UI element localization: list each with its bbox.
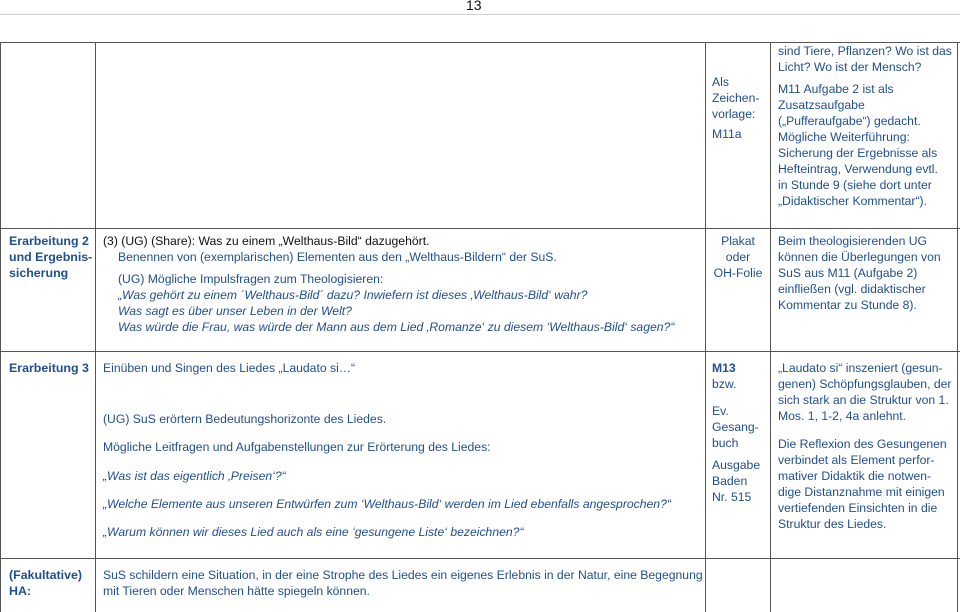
content-line: (3) (UG) (Share): Was zu einem „Welthaus-Bild“ dazugehört. [103, 234, 430, 248]
material-text: Zeichen- [712, 91, 760, 105]
content-line: Benennen von (exemplarischen) Elementen aus den „Welthaus-Bildern“ der SuS. [118, 250, 557, 264]
material-text: bzw. [712, 377, 737, 391]
notes-cell-erarbeitung3 [778, 360, 956, 532]
material-text: vorlage: [712, 107, 756, 121]
phase-label-erarbeitung2 [2, 233, 93, 281]
notes-line: „Didaktischer Kommentar“). [778, 194, 927, 208]
phase-text: und Ergebnis- [9, 250, 93, 264]
phase-label-homework [9, 567, 95, 599]
notes-line: genen) Schöpfungsglauben, der [778, 377, 952, 391]
material-text: Baden [712, 474, 748, 488]
material-text: M11a [712, 127, 742, 141]
material-text: M13 [712, 361, 736, 375]
material-text: Ausgabe [712, 458, 761, 472]
notes-line: Licht? Wo ist der Mensch? [778, 60, 922, 74]
content-line: Was würde die Frau, was würde der Mann aus dem Lied ‚Romanze‘ zu diesem ‘Welthaus-Bild‘ sagen?“ [118, 320, 675, 334]
notes-line: („Pufferaufgabe“) gedacht. [778, 114, 921, 128]
notes-line: mativer Didaktik die notwen- [778, 469, 932, 483]
content-line: „Was gehört zu einem ´Welthaus-Bild´ dazu? Inwiefern ist dieses ‚Welthaus-Bild‘ wahr? [118, 288, 588, 302]
notes-line: sind Tiere, Pflanzen? Wo ist das [778, 44, 952, 58]
phase-label-erarbeitung3 [9, 360, 95, 376]
content-cell-erarbeitung3 [103, 360, 703, 540]
phase-text: HA: [9, 584, 32, 598]
notes-line: „Laudato si“ inszeniert (gesun- [778, 361, 943, 375]
notes-cell-erarbeitung2 [778, 233, 956, 313]
table-border-left [0, 42, 1, 612]
material-text: Nr. 515 [712, 490, 752, 504]
material-text: Gesang- [712, 420, 759, 434]
notes-line: SuS aus M11 (Aufgabe 2) [778, 266, 918, 280]
content-line: mit Tieren oder Menschen hätte spiegeln können. [103, 584, 370, 598]
notes-line: Beim theologisierenden UG [778, 234, 928, 248]
column-divider [705, 42, 706, 612]
material-text: OH-Folie [713, 266, 763, 280]
notes-line: in Stunde 9 (siehe dort unter [778, 178, 932, 192]
notes-line: Mögliche Weiterführung: [778, 130, 910, 144]
content-line: (UG) SuS erörtern Bedeutungshorizonte des Liedes. [103, 412, 387, 426]
notes-line: einfließen (vgl. didaktischer [778, 282, 926, 296]
content-line: Mögliche Leitfragen und Aufgabenstellungen zur Erörterung des Liedes: [103, 440, 491, 454]
material-text: Plakat [721, 234, 755, 248]
content-line: Was sagt es über unser Leben in der Welt? [118, 304, 352, 318]
phase-text: (Fakultative) [9, 568, 82, 582]
content-line: „Warum können wir dieses Lied auch als eine ‘gesungene Liste‘ bezeichnen?“ [103, 525, 524, 539]
material-text: buch [712, 436, 739, 450]
phase-text: sicherung [9, 266, 69, 280]
notes-line: Mos. 1, 1-2, 4a anlehnt. [778, 409, 907, 423]
row-divider [0, 558, 960, 559]
notes-line: sich stark an die Struktur von 1. [778, 393, 949, 407]
lesson-plan-table [0, 42, 960, 612]
material-text: Als [712, 75, 729, 89]
notes-line: verbindet als Element perfor- [778, 453, 935, 467]
notes-line: M11 Aufgabe 2 ist als [778, 82, 894, 96]
content-line: „Was ist das eigentlich ‚Preisen‘?“ [103, 469, 286, 483]
phase-text: Erarbeitung 3 [9, 361, 89, 375]
content-line: Einüben und Singen des Liedes „Laudato si…“ [103, 361, 356, 375]
material-text: Ev. [712, 404, 729, 418]
material-cell-m11a [712, 74, 770, 142]
content-line: (UG) Mögliche Impulsfragen zum Theologisieren: [118, 272, 384, 286]
content-line: „Welche Elemente aus unseren Entwürfen zum ‘Welthaus-Bild‘ werden im Lied ebenfalls angesprochen?“ [103, 497, 671, 511]
phase-text: Erarbeitung 2 [9, 234, 89, 248]
header-rule [0, 14, 960, 15]
notes-line: dige Distanznahme mit einigen [778, 485, 945, 499]
notes-line: können die Überlegungen von [778, 250, 941, 264]
material-cell-erarbeitung2 [706, 233, 770, 281]
notes-line: Sicherung der Ergebnisse als [778, 146, 938, 160]
content-cell-homework [103, 567, 703, 599]
notes-line: Struktur des Liedes. [778, 517, 887, 531]
column-divider [770, 42, 771, 612]
page-number: 13 [466, 0, 482, 13]
material-cell-erarbeitung3 [712, 360, 770, 505]
notes-line: Kommentar zu Stunde 8). [778, 298, 917, 312]
notes-line: Hefteintrag, Verwendung evtl. [778, 162, 938, 176]
content-line: SuS schildern eine Situation, in der eine Strophe des Liedes ein eigenes Erlebnis in der Natur, eine Begegnung [103, 568, 703, 582]
table-border-right [957, 42, 958, 612]
column-divider [95, 42, 96, 612]
material-text: oder [725, 250, 751, 264]
content-cell-erarbeitung2 [103, 233, 703, 335]
notes-line: Die Reflexion des Gesungenen [778, 437, 947, 451]
notes-line: Zusatzsaufgabe [778, 98, 865, 112]
notes-cell-top [778, 43, 956, 209]
row-divider [0, 228, 960, 229]
notes-line: vertiefenden Einsichten in die [778, 501, 938, 515]
row-divider [0, 351, 960, 352]
